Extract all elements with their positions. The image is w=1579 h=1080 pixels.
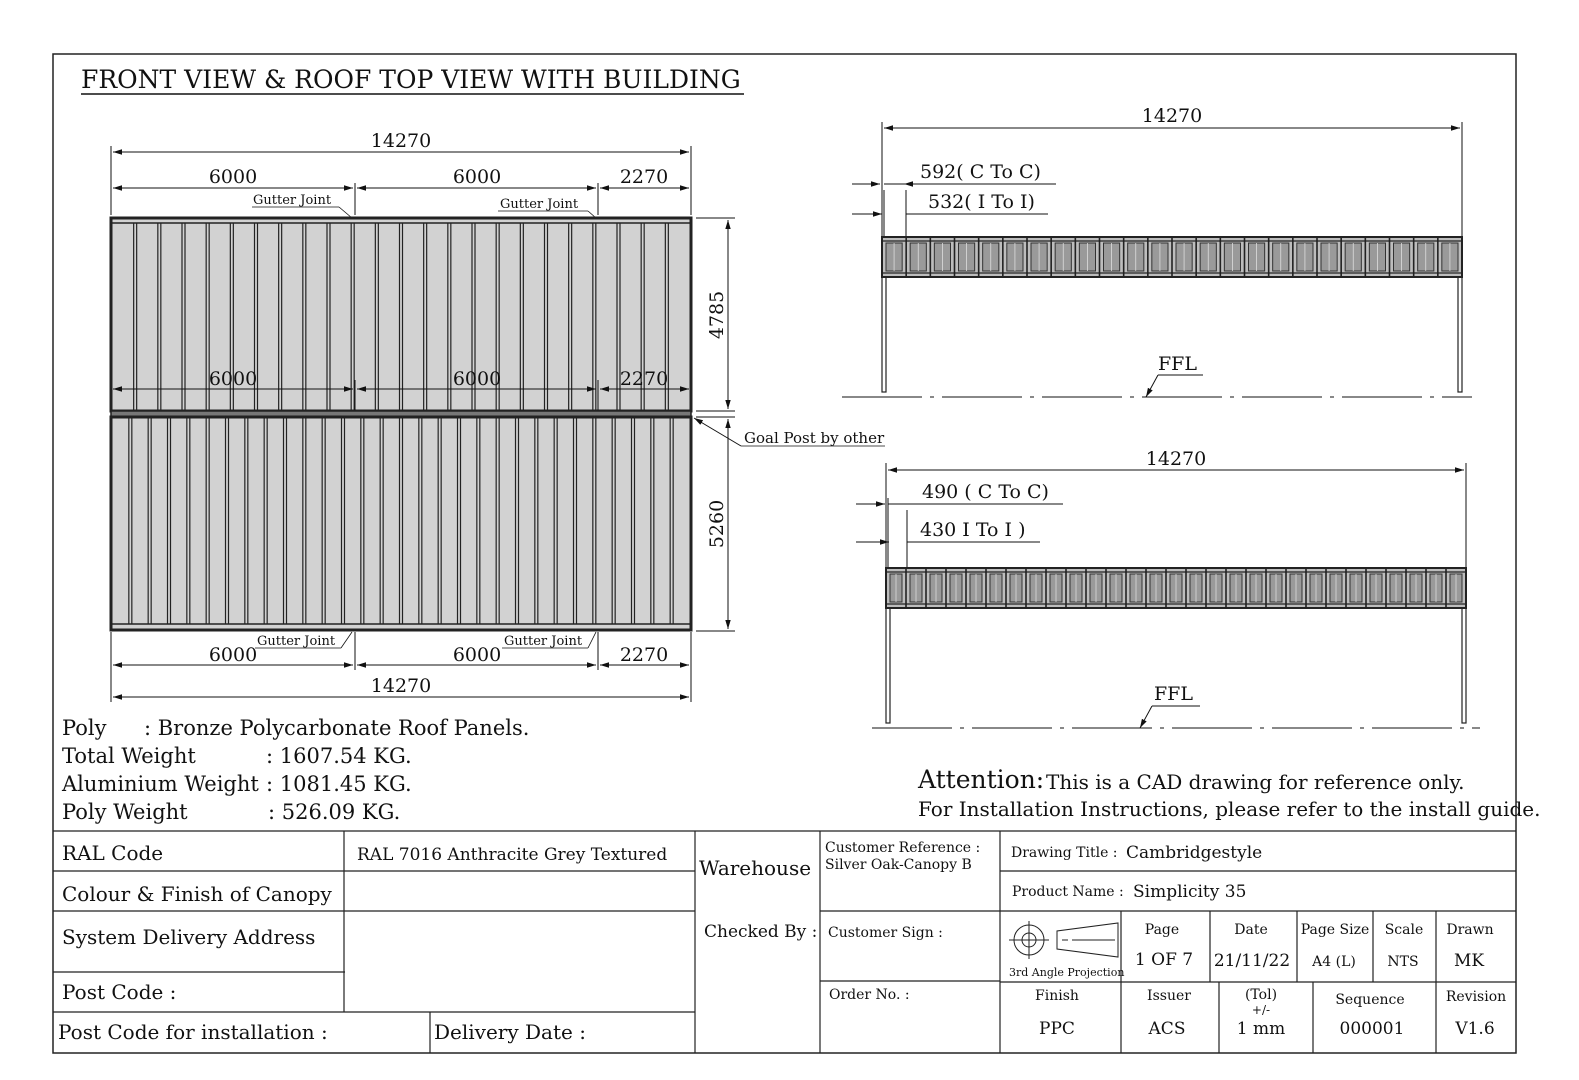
spec-label: Aluminium Weight (62, 772, 259, 796)
top-segment-1: 6000 (208, 166, 258, 188)
drawing-heading: FRONT VIEW & ROOF TOP VIEW WITH BUILDING (81, 65, 741, 94)
sequence-label: Sequence (1335, 992, 1405, 1008)
page-value: 1 OF 7 (1134, 950, 1194, 970)
spec-value: : 1607.54 KG. (266, 744, 412, 768)
page-size-label: Page Size (1300, 922, 1370, 938)
drawn-value: MK (1453, 951, 1485, 971)
front-view-upper (842, 105, 1472, 397)
bottom-segment-2: 6000 (452, 644, 502, 666)
lower-roof-panel (111, 417, 691, 630)
warehouse-label: Warehouse (699, 856, 812, 880)
front1-post-left (882, 277, 886, 392)
drawn-label: Drawn (1446, 922, 1494, 938)
ral-code-label: RAL Code (62, 841, 164, 865)
front1-i-to-i: 532( I To I) (928, 191, 1035, 213)
date-value: 21/11/22 (1213, 951, 1291, 971)
front1-c-to-c: 592( C To C) (920, 161, 1041, 183)
issuer-value: ACS (1148, 1019, 1186, 1039)
spec-value: : 1081.45 KG. (266, 772, 412, 796)
goal-post-label: Goal Post by other (744, 429, 885, 447)
issuer-label: Issuer (1147, 988, 1191, 1004)
colour-finish-label: Colour & Finish of Canopy (62, 882, 332, 906)
gutter-joint-label: Gutter Joint (500, 197, 579, 212)
attention-heading: Attention: (918, 765, 1045, 794)
finish-value: PPC (1039, 1019, 1075, 1039)
mid-segment-1: 6000 (208, 368, 258, 390)
bottom-overall-dimension: 14270 (370, 675, 432, 697)
top-segment-3: 2270 (619, 166, 669, 188)
attention-line-2: For Installation Instructions, please refer to the install guide. (918, 797, 1541, 821)
spec-value: : Bronze Polycarbonate Roof Panels. (144, 716, 530, 740)
gutter-joint-label: Gutter Joint (253, 193, 332, 208)
customer-reference-label: Customer Reference : (825, 840, 981, 856)
front2-ffl-label: FFL (1154, 683, 1193, 705)
sequence-value: 000001 (1339, 1019, 1405, 1039)
front1-post-right (1458, 277, 1462, 392)
customer-sign-label: Customer Sign : (828, 925, 943, 941)
delivery-date-label: Delivery Date : (434, 1020, 586, 1044)
top-overall-dimension: 14270 (370, 130, 432, 152)
finish-label: Finish (1035, 988, 1079, 1004)
date-label: Date (1234, 922, 1268, 938)
spec-list (61, 716, 529, 824)
front2-i-to-i: 430 I To I ) (920, 519, 1026, 541)
product-name-label: Product Name : (1012, 884, 1124, 900)
bottom-segment-1: 6000 (208, 644, 258, 666)
tol-plus-minus: +/- (1251, 1003, 1271, 1017)
front2-c-to-c: 490 ( C To C) (922, 481, 1049, 503)
revision-value: V1.6 (1455, 1019, 1495, 1039)
front-view-lower (856, 448, 1480, 728)
front2-post-left (886, 608, 890, 723)
front1-ffl-label: FFL (1158, 353, 1197, 375)
order-no-label: Order No. : (829, 987, 910, 1003)
scale-label: Scale (1384, 922, 1424, 938)
page-size-value: A4 (L) (1312, 954, 1356, 970)
mid-segment-3: 2270 (619, 368, 669, 390)
front1-overall-dimension: 14270 (1141, 105, 1203, 127)
projection-label: 3rd Angle Projection (1009, 966, 1125, 979)
tol-value: 1 mm (1236, 1019, 1286, 1039)
customer-reference-value: Silver Oak-Canopy B (825, 857, 972, 873)
delivery-address-label: System Delivery Address (62, 925, 316, 949)
spec-value: : 526.09 KG. (268, 800, 401, 824)
spec-label: Poly Weight (62, 800, 188, 824)
revision-label: Revision (1445, 989, 1507, 1005)
tol-label: (Tol) (1244, 987, 1278, 1003)
roof-top-view (111, 130, 885, 702)
top-segment-2: 6000 (452, 166, 502, 188)
drawing-title-label: Drawing Title : (1011, 845, 1118, 861)
attention-line-1: This is a CAD drawing for reference only. (1046, 770, 1465, 794)
projection-symbol-icon (1009, 921, 1118, 959)
checked-by-label: Checked By : (704, 922, 818, 942)
attention-note (917, 765, 1540, 821)
scale-value: NTS (1387, 954, 1419, 970)
lower-depth-dimension: 5260 (706, 499, 728, 549)
bottom-segment-3: 2270 (619, 644, 669, 666)
product-name-value: Simplicity 35 (1133, 882, 1247, 902)
gutter-joint-label: Gutter Joint (257, 634, 336, 649)
upper-roof-panel (111, 218, 691, 411)
gutter-joint-label: Gutter Joint (504, 634, 583, 649)
front2-post-right (1462, 608, 1466, 723)
post-code-install-label: Post Code for installation : (58, 1020, 328, 1044)
spec-label: Poly (62, 716, 107, 740)
upper-depth-dimension: 4785 (706, 290, 728, 340)
spec-label: Total Weight (62, 744, 196, 768)
front2-overall-dimension: 14270 (1145, 448, 1207, 470)
page-label: Page (1144, 922, 1180, 938)
mid-segment-2: 6000 (452, 368, 502, 390)
post-code-label: Post Code : (62, 980, 177, 1004)
drawing-title-value: Cambridgestyle (1126, 843, 1263, 863)
front2-panels (886, 568, 1462, 608)
ral-code-value: RAL 7016 Anthracite Grey Textured (357, 845, 668, 865)
